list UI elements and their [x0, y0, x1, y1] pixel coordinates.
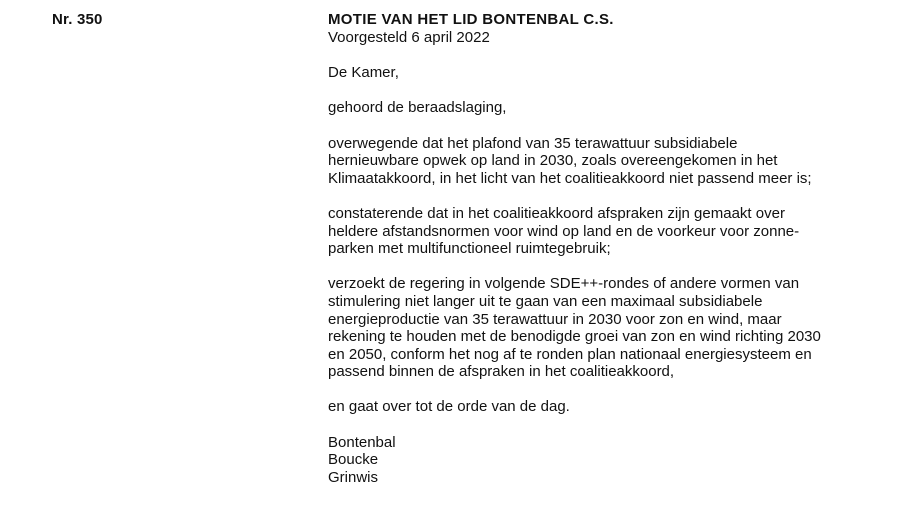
noting-clause [328, 205, 888, 258]
signers-list [328, 434, 888, 487]
noting-line: parken met multifunctioneel ruimtegebruik; [328, 240, 611, 258]
motion-body [328, 11, 888, 486]
greeting: De Kamer, [328, 64, 399, 82]
considering-clause [328, 135, 888, 188]
considering-line: Klimaatakkoord, in het licht van het coalitieakkoord niet passend meer is; [328, 169, 812, 187]
closing-clause: en gaat over tot de orde van de dag. [328, 398, 570, 416]
heard-clause: gehoord de beraadslaging, [328, 99, 507, 117]
noting-line: heldere afstandsnormen voor wind op land en de voorkeur voor zonne- [328, 222, 800, 240]
signer-name: Boucke [328, 451, 379, 469]
signer-name: Bontenbal [328, 433, 396, 451]
signer-name: Grinwis [328, 468, 379, 486]
request-line: energieproductie van 35 terawattuur in 2030 voor zon en wind, maar [328, 310, 782, 328]
noting-line: constaterende dat in het coalitieakkoord afspraken zijn gemaakt over [328, 204, 785, 222]
request-line: rekening te houden met de benodigde groei van zon en wind richting 2030 [328, 328, 821, 346]
motion-number: Nr. 350 [52, 11, 103, 28]
considering-line: hernieuwbare opwek op land in 2030, zoals overeengekomen in het [328, 152, 778, 170]
motion-date: Voorgesteld 6 april 2022 [328, 29, 490, 46]
request-line: en 2050, conform het nog af te ronden plan nationaal energiesysteem en [328, 345, 812, 363]
motion-title: MOTIE VAN HET LID BONTENBAL C.S. [328, 11, 614, 28]
considering-line: overwegende dat het plafond van 35 terawattuur subsidiabele [328, 134, 738, 152]
request-line: stimulering niet langer uit te gaan van een maximaal subsidiabele [328, 292, 763, 310]
request-line: verzoekt de regering in volgende SDE++-rondes of andere vormen van [328, 275, 800, 293]
request-clause [328, 275, 888, 381]
request-line: passend binnen de afspraken in het coalitieakkoord, [328, 363, 675, 381]
